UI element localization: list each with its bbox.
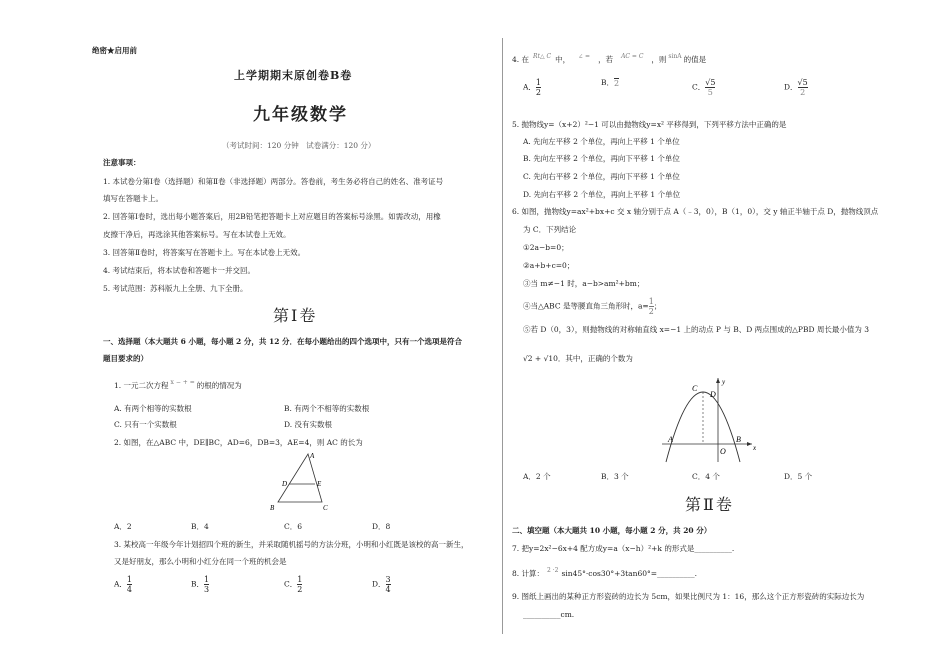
q1-stem-text: 1. 一元二次方程 bbox=[114, 381, 169, 390]
option-letter: C． bbox=[692, 82, 706, 92]
q1-equation: x − + = bbox=[170, 379, 195, 386]
q5-option-b: B. 先向左平移 2 个单位，再向下平移 1 个单位 bbox=[523, 154, 680, 163]
fraction-num: 1 bbox=[648, 297, 654, 306]
q6-parabola-figure bbox=[660, 372, 762, 464]
q4-text: 中， bbox=[555, 55, 571, 64]
section2-heading: 二、填空题（本大题共 10 小题，每小题 2 分，共 20 分） bbox=[512, 526, 712, 535]
fraction bbox=[705, 78, 715, 97]
secret-label: 绝密★启用前 bbox=[92, 46, 137, 55]
fraction-num: 3 bbox=[385, 575, 391, 584]
q2-triangle-figure bbox=[262, 450, 332, 512]
q6-conclusion-4-text: ④当△ABC 是等腰直角三角形时，a= bbox=[523, 301, 649, 311]
note-line: 皮擦干净后，再选涂其他答案标号。写在本试卷上无效。 bbox=[103, 230, 291, 239]
q1-stem-text-end: 的根的情况为 bbox=[196, 381, 242, 390]
q9-text: 9. 图纸上画出的某种正方形瓷砖的边长为 5cm，如果比例尺为 1：16，那么这个正方形瓷砖的实际边长为 bbox=[512, 592, 865, 601]
label-c: C bbox=[692, 384, 698, 393]
q4-text: ，则 bbox=[651, 55, 667, 64]
section1-heading-cont: 题目要求的） bbox=[103, 354, 148, 363]
q6-stem: 6. 如图，抛物线y=ax²+bx+c 交 x 轴分别于点 A（﹣3，0），B（1，0），交 y 轴正半轴于点 D，抛物线顶点 bbox=[512, 207, 879, 216]
q1-option-d: D. 没有实数根 bbox=[284, 420, 333, 429]
q4-formula: ∠ = bbox=[578, 53, 591, 60]
q1-stem bbox=[114, 378, 242, 391]
fraction-den: 3 bbox=[204, 585, 210, 594]
q1-option-a: A. 有两个相等的实数根 bbox=[114, 404, 192, 413]
q2-option-b: B．4 bbox=[191, 522, 209, 531]
q2-option-c: C．6 bbox=[284, 522, 303, 531]
q6-option-c: C．4 个 bbox=[692, 472, 720, 481]
fraction-num: 1 bbox=[204, 575, 210, 584]
q4-text: ，若 bbox=[598, 55, 614, 64]
q6-option-d: D．5 个 bbox=[784, 472, 813, 481]
note-line: 2. 回答第Ⅰ卷时，选出每小题答案后，用2B铅笔把答题卡上对应题目的答案标号涂黑。如需改动，用橡 bbox=[103, 212, 441, 221]
q5-option-a: A. 先向左平移 2 个单位，再向上平移 1 个单位 bbox=[523, 137, 680, 146]
fraction-den: 5 bbox=[705, 87, 715, 97]
label-d: D bbox=[710, 390, 716, 399]
part1-title: 第Ⅰ卷 bbox=[273, 306, 318, 325]
label-y: y bbox=[722, 378, 726, 386]
fraction-den: 2 bbox=[648, 307, 654, 316]
q2-option-d: D．8 bbox=[372, 522, 391, 531]
q6-conclusion-3: ③当 m≠−1 时，a−b>am²+bm； bbox=[523, 279, 645, 288]
q9-text-cont: __________cm. bbox=[523, 610, 575, 619]
fraction-den: 2 bbox=[297, 585, 303, 594]
triangle-abc bbox=[278, 454, 322, 502]
q3-option-c bbox=[284, 575, 302, 594]
subject-title: 九年级数学 bbox=[253, 105, 348, 125]
q3-option-b bbox=[191, 575, 209, 594]
parabola-curve bbox=[666, 392, 740, 462]
fraction-num: 1 bbox=[297, 575, 303, 584]
fraction-num: 1 bbox=[535, 78, 542, 87]
q4-text: 4. 在 bbox=[512, 55, 530, 64]
q8-text bbox=[512, 566, 697, 579]
q4-formula: AC = C bbox=[621, 53, 644, 60]
column-divider bbox=[502, 38, 503, 634]
fraction-den: 2 bbox=[798, 87, 808, 97]
section1-heading: 一、选择题（本大题共 6 小题，每小题 2 分，共 12 分．在每小题给出的四个选项中，只有一个选项是符合 bbox=[103, 337, 463, 346]
fraction bbox=[127, 575, 132, 594]
q5-option-d: D. 先向右平移 2 个单位，再向上平移 1 个单位 bbox=[523, 190, 681, 199]
q4-formula: sinA bbox=[668, 53, 682, 60]
fraction-den: 2 bbox=[614, 79, 620, 88]
label-b: B bbox=[270, 504, 275, 512]
fraction-den: 4 bbox=[385, 585, 391, 594]
note-line: 3. 回答第Ⅱ卷时，将答案写在答题卡上。写在本试卷上无效。 bbox=[103, 248, 306, 257]
q1-option-c: C. 只有一个实数根 bbox=[114, 420, 177, 429]
q8-formula: 2 ·2 bbox=[547, 567, 559, 574]
option-letter: D． bbox=[372, 579, 386, 589]
q6-conclusion-5: ⑤若 D（0，3），则抛物线的对称轴直线 x=−1 上的动点 P 与 B、D 两点围成的△PBD 周长最小值为 3 bbox=[523, 325, 870, 334]
q4-option-b bbox=[601, 78, 619, 88]
option-letter: A． bbox=[523, 82, 536, 92]
q3-option-d bbox=[372, 575, 391, 594]
q1-option-b: B. 有两个不相等的实数根 bbox=[284, 404, 370, 413]
fraction-num: 1 bbox=[126, 575, 133, 584]
q8-text-start: 8. 计算： bbox=[512, 569, 545, 578]
option-letter: B． bbox=[191, 579, 205, 589]
label-d: D bbox=[282, 480, 288, 488]
q2-option-a: A．2 bbox=[114, 522, 132, 531]
label-a: A bbox=[310, 452, 315, 460]
q3-option-a bbox=[114, 575, 132, 594]
q4-option-a bbox=[523, 78, 541, 97]
q6-option-a: A．2 个 bbox=[523, 472, 551, 481]
q4-text: 的值是 bbox=[683, 55, 707, 64]
q4-formula: Rt△ C bbox=[533, 53, 552, 60]
q6-conclusion-2: ②a+b+c=0； bbox=[523, 261, 575, 270]
fraction bbox=[204, 575, 209, 594]
fraction bbox=[386, 575, 391, 594]
fraction-den: 2 bbox=[535, 88, 542, 97]
fraction-num: √5 bbox=[797, 78, 808, 87]
exam-meta: （考试时间：120 分钟 试卷满分：120 分） bbox=[222, 141, 376, 150]
part2-title: 第Ⅱ卷 bbox=[685, 495, 734, 514]
q6-conclusion-4-end: ； bbox=[653, 301, 662, 311]
y-axis-arrow bbox=[716, 378, 720, 383]
option-letter: A． bbox=[114, 579, 127, 589]
label-b: B bbox=[736, 435, 741, 444]
fraction bbox=[536, 78, 541, 97]
label-a: A bbox=[668, 435, 673, 444]
q6-option-b: B．3 个 bbox=[601, 472, 629, 481]
q4-option-d bbox=[784, 78, 808, 97]
x-axis-arrow bbox=[747, 442, 752, 446]
note-line: 1. 本试卷分第Ⅰ卷（选择题）和第Ⅱ卷（非选择题）两部分。答卷前，考生务必将自己的姓名、准考证号 bbox=[103, 177, 444, 186]
q6-conclusion-1: ①2a−b=0； bbox=[523, 243, 569, 252]
option-letter: C． bbox=[284, 579, 298, 589]
fraction bbox=[614, 78, 619, 88]
q6-stem-cont: 为 C．下列结论 bbox=[523, 225, 577, 234]
notes-title: 注意事项： bbox=[103, 158, 141, 167]
q2-stem: 2. 如图，在△ABC 中，DE∥BC，AD=6，DB=3，AE=4，则 AC 的长为 bbox=[114, 438, 363, 447]
q7-text: 7. 把y=2x²−6x+4 配方成y=a（x−h）²+k 的形式是__________. bbox=[512, 544, 735, 553]
q3-stem: 3. 某校高一年级今年计划招四个班的新生，并采取随机摇号的方法分班，小明和小红既是该校的高一新生， bbox=[114, 540, 469, 549]
label-x: x bbox=[753, 444, 757, 452]
note-line: 4. 考试结束后，将本试卷和答题卡一并交回。 bbox=[103, 266, 256, 275]
q4-option-c bbox=[692, 78, 715, 97]
option-letter: B． bbox=[601, 78, 615, 87]
option-letter: D． bbox=[784, 82, 798, 92]
label-o: O bbox=[720, 447, 726, 456]
q5-stem: 5. 抛物线y=（x+2）²−1 可以由抛物线y=x² 平移得到，下列平移方法中正确的是 bbox=[512, 120, 787, 129]
fraction-den: 4 bbox=[126, 585, 133, 594]
q4-stem bbox=[512, 52, 706, 65]
q6-conclusion-4 bbox=[523, 297, 661, 316]
q5-option-c: C. 先向右平移 2 个单位，再向下平移 1 个单位 bbox=[523, 172, 680, 181]
q8-text-end: sin45°·cos30°+3tan60°=__________. bbox=[561, 569, 697, 578]
fraction-num: √5 bbox=[705, 78, 716, 87]
q6-conclusion-5-cont: √2 + √10．其中，正确的个数为 bbox=[523, 354, 633, 363]
fraction bbox=[798, 78, 808, 97]
note-line: 5. 考试范围：苏科版九上全册、九下全册。 bbox=[103, 284, 248, 293]
exam-name: 上学期期末原创卷B卷 bbox=[234, 69, 353, 82]
label-c: C bbox=[323, 504, 328, 512]
q3-stem-cont: 又是好朋友，那么小明和小红分在同一个班的机会是 bbox=[114, 557, 287, 566]
label-e: E bbox=[317, 480, 322, 488]
note-line: 填写在答题卡上。 bbox=[103, 194, 163, 203]
fraction bbox=[297, 575, 302, 594]
